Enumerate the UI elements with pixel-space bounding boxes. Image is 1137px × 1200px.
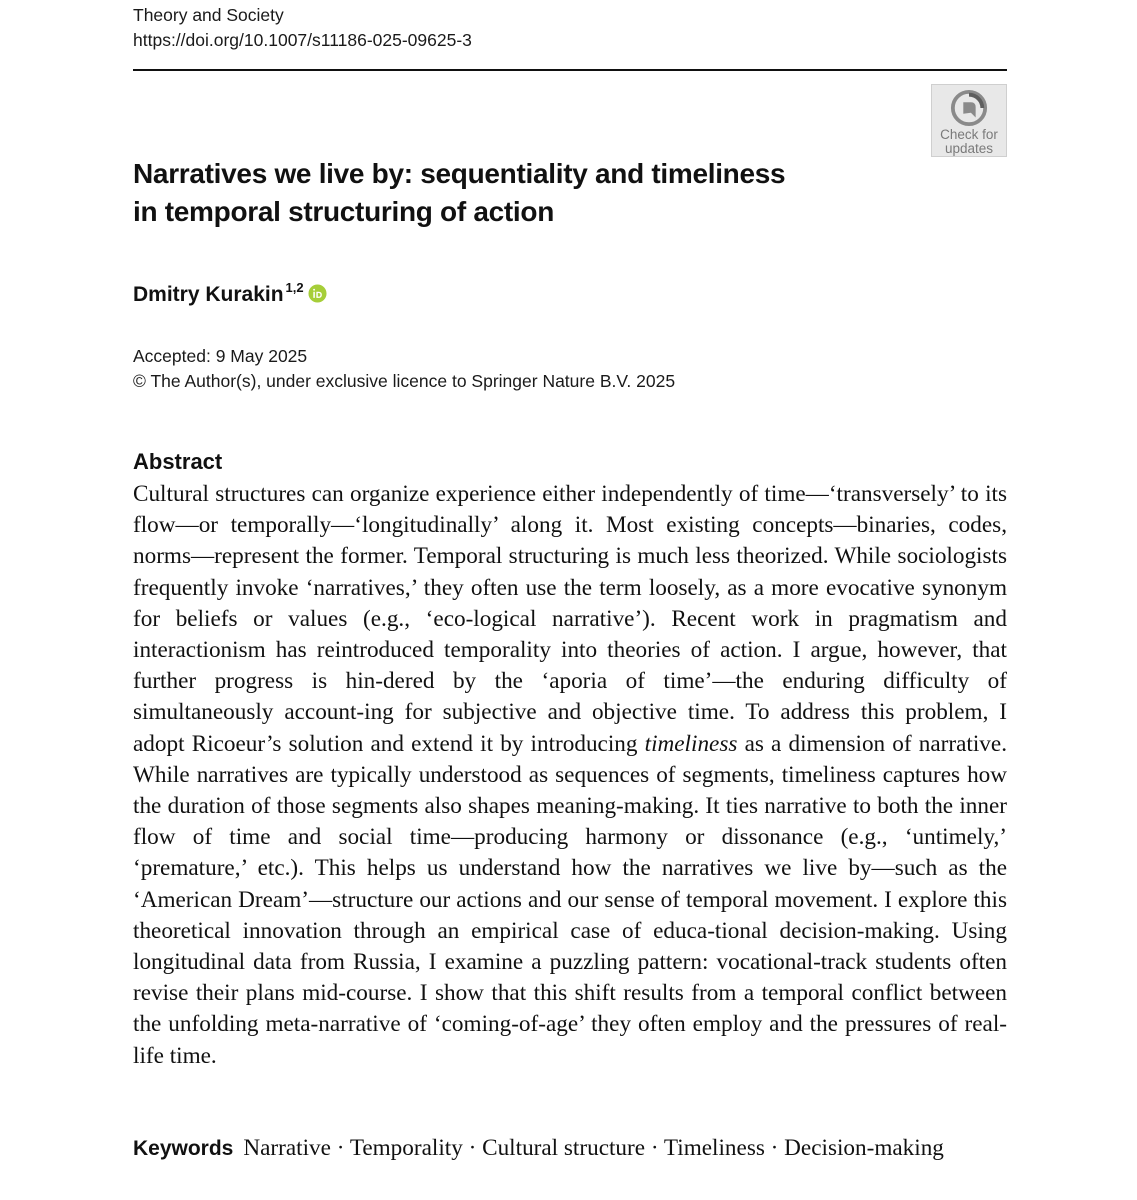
badge-label-line1: Check for bbox=[940, 127, 998, 142]
keywords bbox=[133, 1133, 1007, 1164]
article-title bbox=[133, 155, 893, 231]
abstract-text bbox=[133, 479, 1007, 1072]
badge-label-line2: updates bbox=[944, 141, 994, 156]
header-divider bbox=[133, 69, 1007, 71]
title-line-1: Narratives we live by: sequentiality and timeliness bbox=[133, 158, 786, 189]
orcid-icon[interactable] bbox=[308, 284, 327, 303]
journal-name: Theory and Society bbox=[133, 5, 284, 25]
keywords-label: Keywords bbox=[133, 1137, 234, 1160]
doi-link[interactable]: https://doi.org/10.1007/s11186-025-09625-3 bbox=[133, 30, 472, 50]
abstract-heading: Abstract bbox=[133, 449, 223, 474]
abstract-emphasis: timeliness bbox=[644, 730, 738, 757]
check-for-updates-icon bbox=[950, 89, 988, 127]
copyright-notice: © The Author(s), under exclusive licence to Springer Nature B.V. 2025 bbox=[133, 371, 676, 391]
author-affiliations[interactable]: 1,2 bbox=[285, 280, 304, 295]
author bbox=[133, 274, 327, 309]
abstract-text-part-1: Cultural structures can organize experience either independently of time—‘transversely’ to its flow—or temporally—‘longitudinally’ along it. Most existing concepts—binaries, codes, norms—represent the former. Temporal structuring is much less theorized. While sociologists frequently invoke ‘narratives,’ they often use the term loosely, as a more evocative synonym for beliefs or values (e.g., ‘eco-logical narrative’). Recent work in pragmatism and interactionism has reintroduced temporality into theories of action. I argue, however, that further progress is hin-dered by the ‘aporia of time’—the enduring difficulty of simultaneously account-ing for subjective and objective time. To address this problem, I adopt Ricoeur’s solution and extend it by introducing bbox=[133, 481, 1007, 757]
accepted-date: Accepted: 9 May 2025 bbox=[133, 346, 308, 366]
check-for-updates-badge[interactable] bbox=[931, 84, 1007, 157]
abstract-text-part-2: as a dimension of narrative. While narratives are typically understood as sequences of segments, timeliness captures how the duration of those segments also shapes meaning-making. It ties narrative to both the inner flow of time and social time—producing harmony or dissonance (e.g., ‘untimely,’ ‘premature,’ etc.). This helps us understand how the narratives we live by—such as the ‘American Dream’—structure our actions and our sense of temporal movement. I explore this theoretical innovation through an empirical case of educa-tional decision-making. Using longitudinal data from Russia, I examine a puzzling pattern: vocational-track students often revise their plans mid-course. I show that this shift results from a temporal conflict between the unfolding meta-narrative of ‘coming-of-age’ they often employ and the pressures of real-life time. bbox=[133, 730, 1007, 1069]
author-name[interactable]: Dmitry Kurakin bbox=[133, 283, 284, 306]
title-line-2: in temporal structuring of action bbox=[133, 196, 555, 227]
keywords-list: Narrative · Temporality · Cultural structure · Timeliness · Decision-making bbox=[243, 1135, 944, 1161]
